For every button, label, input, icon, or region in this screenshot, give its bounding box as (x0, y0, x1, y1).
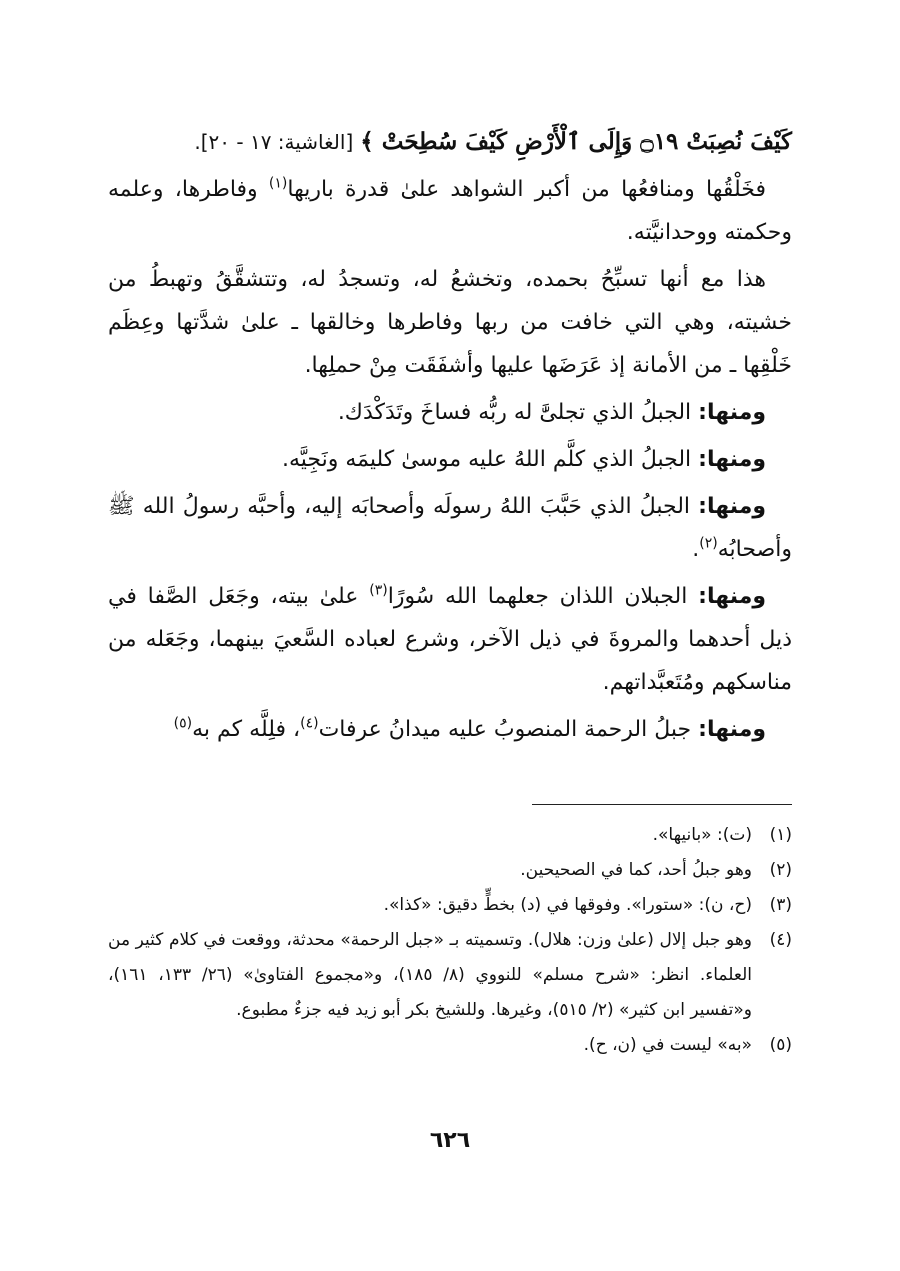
paragraph-lead: ومنها: (698, 494, 766, 519)
paragraph-tail: ، فلِلَّه كم به (192, 717, 301, 742)
verse-reference: [الغاشية: ١٧ - ٢٠]. (194, 130, 354, 154)
paragraph (108, 485, 792, 571)
paragraph-text: هذا مع أنها تسبِّحُ بحمده، وتخشعُ له، وتسجدُ له، وتتشقَّقُ وتهبطُ من خشيته، وهي التي خافت من ربها وفاطرها وخالقها ـ علىٰ شدَّتها وعِظَم خَلْقِها ـ من الأمانة إذ عَرَضَها عليها وأشفَقَت مِنْ حملِها. (108, 267, 792, 378)
paragraph-text: جبلُ الرحمة المنصوبُ عليه ميدانُ عرفات (318, 717, 699, 742)
paragraph-lead: ومنها: (698, 717, 766, 742)
paragraph (108, 391, 792, 434)
footnote-divider (532, 804, 792, 805)
quran-verse: كَيْفَ نُصِبَتْ ۝١٩ وَإِلَى ٱلْأَرْضِ كَيْفَ سُطِحَتْ ﴾ (360, 128, 792, 155)
footnote-text: «به» ليست في (ن، ح). (583, 1035, 752, 1055)
footnote-number: (١) (769, 825, 792, 845)
page-number: ٦٢٦ (429, 1128, 471, 1153)
footnote-text: (ت): «بانيها». (652, 825, 752, 845)
paragraph (108, 258, 792, 387)
footnote (108, 923, 792, 1028)
main-text (108, 120, 792, 755)
footnote-text: (ح، ن): «ستورا». وفوقها في (د) بخطٍّ دقيق: «كذا». (383, 895, 752, 915)
footnote (108, 818, 792, 853)
footnote-marker: (٤) (300, 715, 319, 732)
footnote-marker: (٣) (369, 582, 388, 599)
paragraph-lead: ومنها: (698, 584, 767, 609)
paragraph-text: الجبلان اللذان جعلهما الله سُورًا (387, 584, 699, 609)
footnote-number: (٣) (769, 895, 792, 915)
footnote (108, 888, 792, 923)
paragraph-text: فخَلْقُها ومنافعُها من أكبر الشواهد علىٰ قدرة باريها (287, 177, 766, 202)
paragraph-tail: وفاطرها، وعلمه وحكمته ووحدانيَّته. (108, 177, 792, 245)
paragraph-text: الجبلُ الذي تجلىَّٰ له ربُّه فساخَ وتَدَكْدَك. (337, 400, 699, 425)
paragraph-text: الجبلُ الذي حَبَّبَ اللهُ رسولَه وأصحابَه إليه، وأحبَّه رسولُ الله ﷺ وأصحابُه (108, 494, 792, 562)
footnote-text: وهو جبل إلال (علىٰ وزن: هلال). وتسميته بـ «جبل الرحمة» محدثة، ووقعت في كلام كثير من العلماء. انظر: «شرح مسلم» للنووي (٨/ ١٨٥)، و«مجموع الفتاوىٰ» (٢٦/ ١٣٣، ١٦١)، و«تفسير ابن كثير» (٢/ ٥١٥)، وغيرها. وللشيخ بكر أبو زيد فيه جزءٌ مطبوع. (108, 930, 752, 1020)
footnote-number: (٥) (769, 1035, 792, 1055)
paragraph-lead: ومنها: (698, 447, 766, 472)
paragraph-tail: علىٰ بيته، وجَعَل الصَّفا في ذيل أحدهما والمروةَ في ذيل الآخر، وشرع لعباده السَّعيَ بينهما، وجَعَله من مناسكهم ومُتَعبَّداتهم. (108, 584, 792, 695)
paragraph (108, 438, 792, 481)
body-text (108, 120, 792, 751)
paragraph-text: الجبلُ الذي كلَّم اللهُ عليه موسىٰ كليمَه ونَجِيَّه. (281, 447, 699, 472)
footnote-marker: (٥) (173, 715, 193, 732)
paragraph (108, 708, 792, 751)
footnote-text: وهو جبلُ أحد، كما في الصحيحين. (520, 860, 752, 880)
footnote-marker: (١) (268, 175, 288, 192)
paragraph-lead: ومنها: (698, 400, 766, 425)
footnote (108, 853, 792, 888)
footnote-marker: (٢) (699, 535, 718, 552)
footnote-number: (٢) (769, 860, 792, 880)
paragraph-tail: . (692, 537, 700, 562)
paragraph (108, 575, 792, 704)
quran-quote-line (108, 120, 792, 164)
footnote (108, 1028, 792, 1063)
footnote-number: (٤) (769, 930, 792, 950)
footnotes (108, 818, 792, 1063)
paragraph (108, 168, 792, 254)
